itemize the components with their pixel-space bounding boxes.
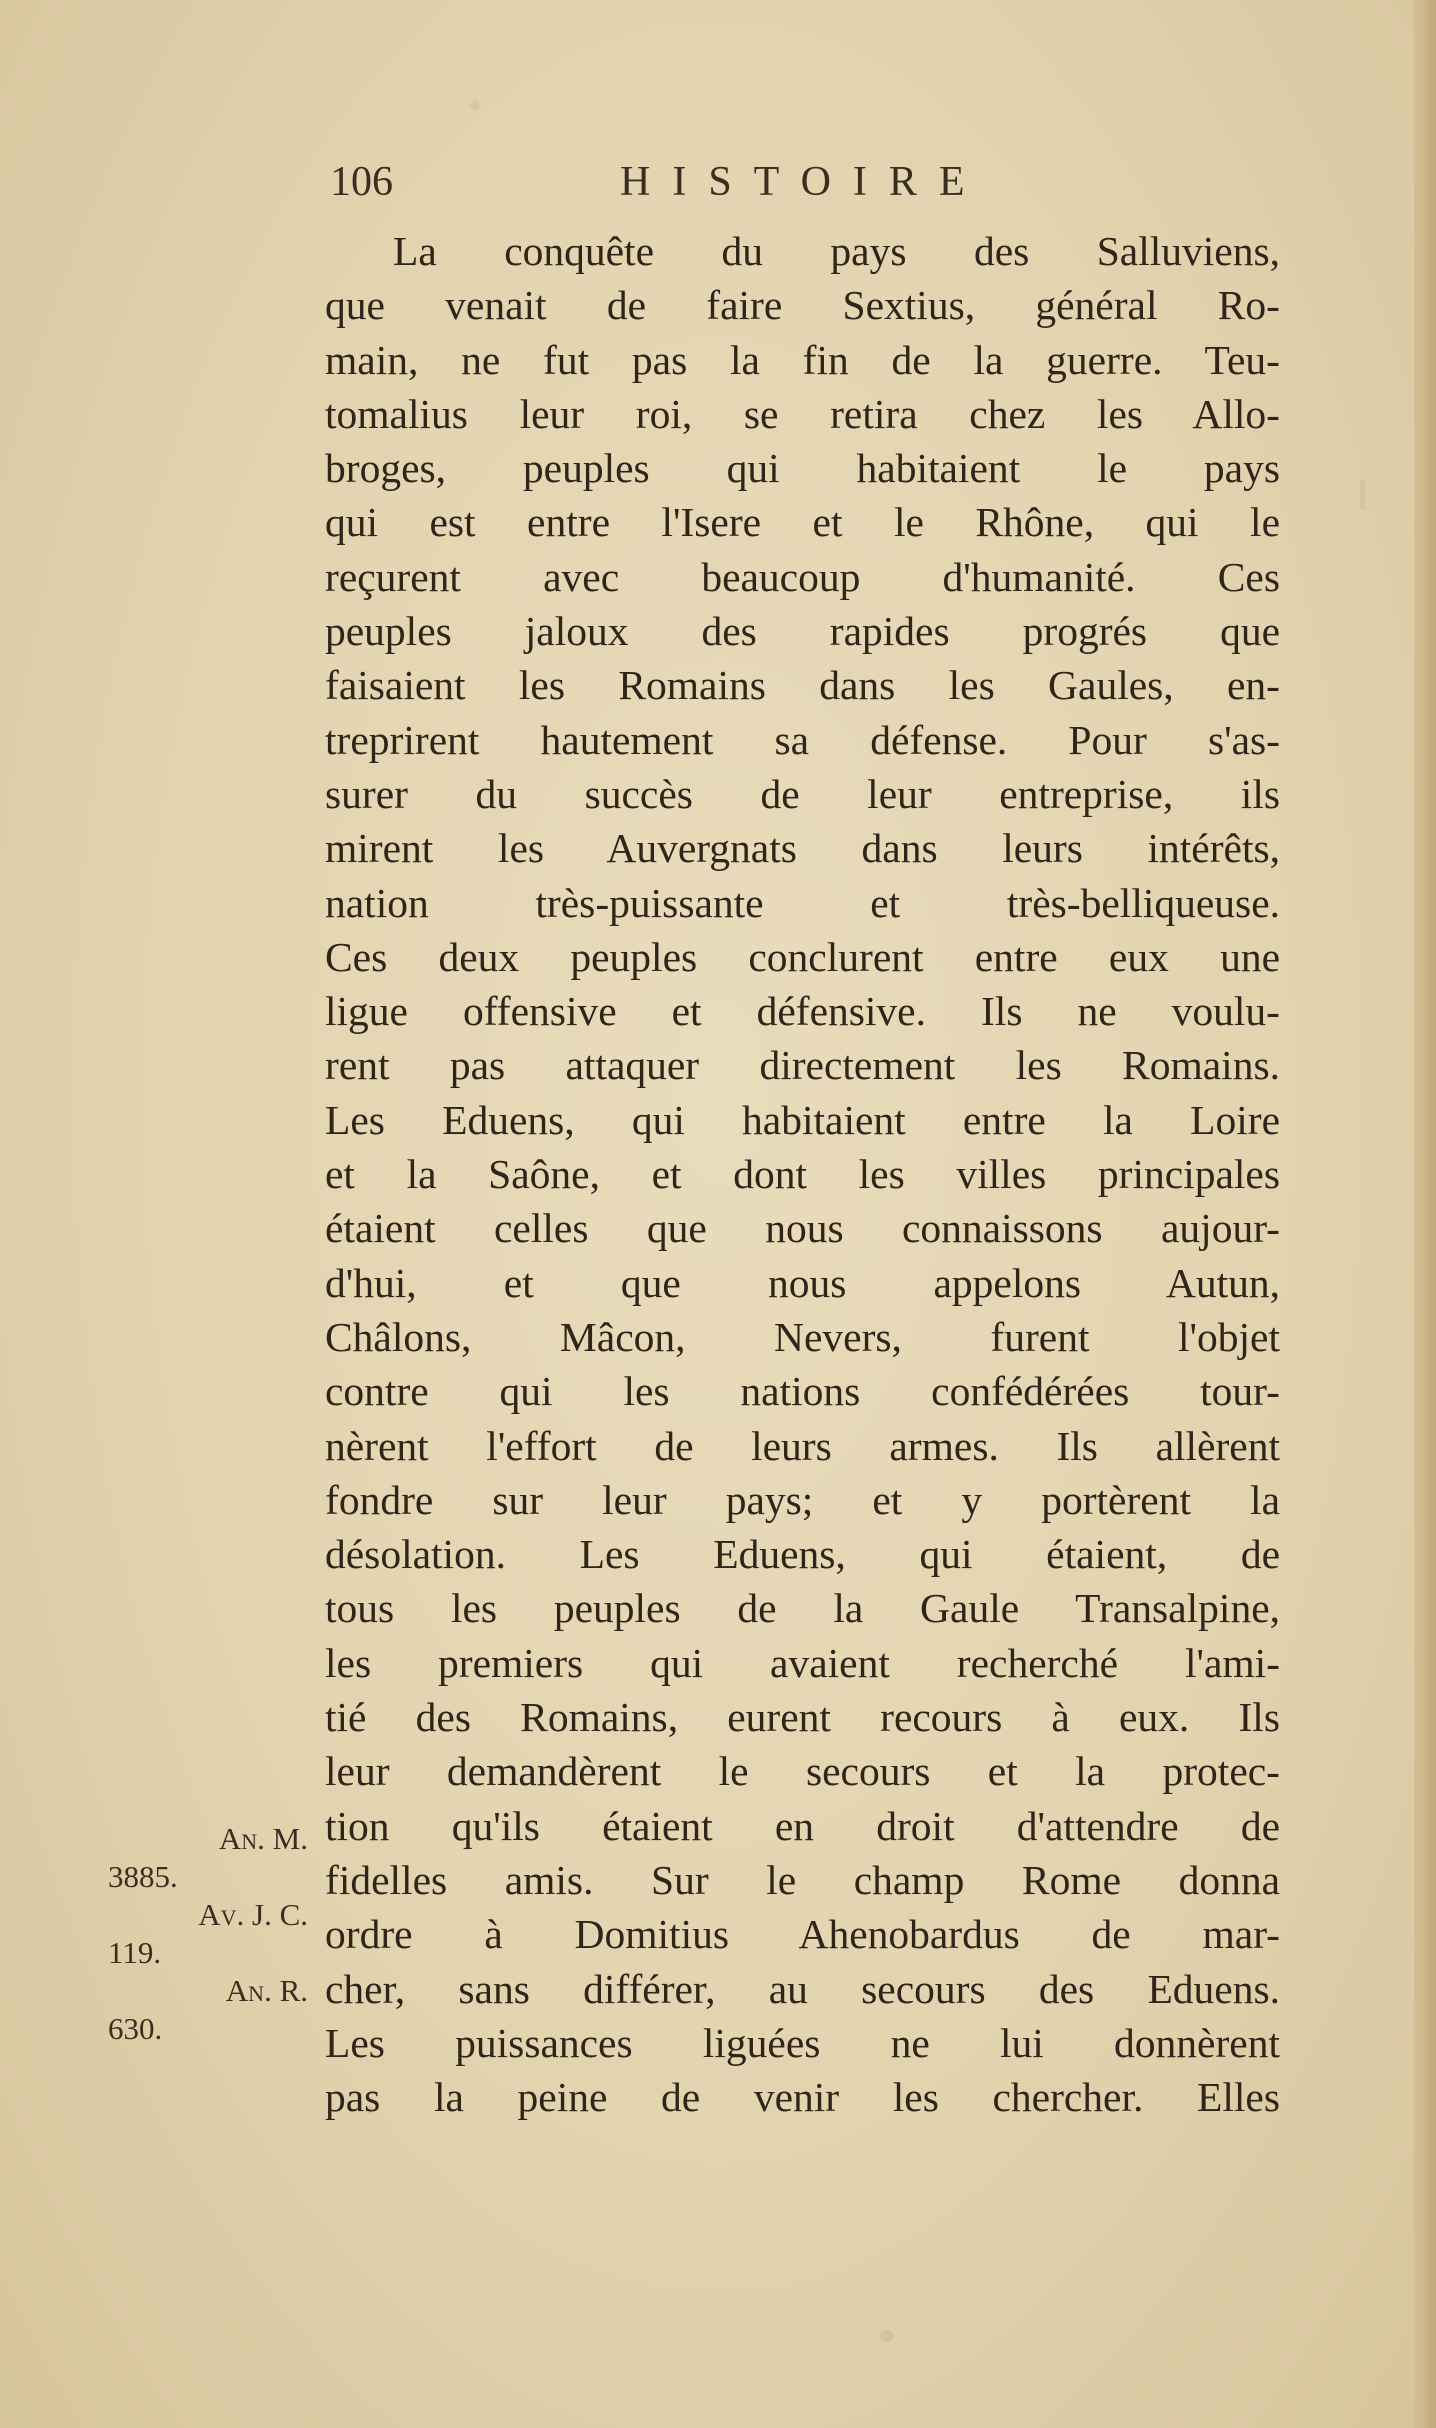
margin-note-anno-romae-year: 630. [108, 2011, 163, 2046]
paper-stain [1360, 480, 1366, 510]
text-line: et la Saône, et dont les villes principales [325, 1151, 1280, 1198]
text-line: mirent les Auvergnats dans leurs intérêts, [325, 825, 1280, 872]
text-line: reçurent avec beaucoup d'humanité. Ces [325, 553, 1280, 600]
margin-note-anno-mundi-year: 3885. [108, 1859, 178, 1894]
text-line: nation très-puissante et très-belliqueuse. [325, 879, 1280, 926]
text-line: broges, peuples qui habitaient le pays [325, 445, 1280, 492]
margin-note-anno-romae-label: An. R. [225, 1973, 308, 2008]
text-line: leur demandèrent le secours et la protec- [325, 1748, 1280, 1795]
text-line: contre qui les nations confédérées tour- [325, 1368, 1280, 1415]
text-line: tié des Romains, eurent recours à eux. Ils [325, 1694, 1280, 1741]
paper-stain [880, 2330, 894, 2342]
text-line: Châlons, Mâcon, Nevers, furent l'objet [325, 1313, 1280, 1360]
text-line: tomalius leur roi, se retira chez les Allo- [325, 390, 1280, 437]
text-line: les premiers qui avaient recherché l'ami- [325, 1639, 1280, 1686]
text-line: désolation. Les Eduens, qui étaient, de [325, 1531, 1280, 1578]
page-header [330, 158, 1310, 218]
text-line: Ces deux peuples conclurent entre eux une [325, 933, 1280, 980]
text-line: fondre sur leur pays; et y portèrent la [325, 1476, 1280, 1523]
text-line: d'hui, et que nous appelons Autun, [325, 1259, 1280, 1306]
margin-note-bc-year: 119. [108, 1935, 162, 1970]
text-line: rent pas attaquer directement les Romains. [325, 1042, 1280, 1089]
text-line: tion qu'ils étaient en droit d'attendre de [325, 1802, 1280, 1849]
margin-date-notes [108, 1820, 308, 2048]
paper-stain [470, 100, 480, 110]
margin-note-anno-mundi-label: An. M. [218, 1821, 308, 1856]
text-line: nèrent l'effort de leurs armes. Ils allèrent [325, 1422, 1280, 1469]
text-line: tous les peuples de la Gaule Transalpine, [325, 1585, 1280, 1632]
page-edge-shadow [1414, 0, 1436, 2428]
text-line: Les Eduens, qui habitaient entre la Loire [325, 1096, 1280, 1143]
text-line: qui est entre l'Isere et le Rhône, qui le [325, 499, 1280, 546]
margin-note-bc-label: Av. J. C. [198, 1897, 308, 1932]
text-line: étaient celles que nous connaissons aujour- [325, 1205, 1280, 1252]
text-line: Les puissances liguées ne lui donnèrent [325, 2019, 1280, 2066]
text-line: ligue offensive et défensive. Ils ne voulu- [325, 988, 1280, 1035]
page-number: 106 [330, 159, 393, 205]
text-line: pas la peine de venir les chercher. Elles [325, 2074, 1280, 2121]
text-line: surer du succès de leur entreprise, ils [325, 770, 1280, 817]
text-line: faisaient les Romains dans les Gaules, en- [325, 662, 1280, 709]
text-line: ordre à Domitius Ahenobardus de mar- [325, 1911, 1280, 1958]
text-line: La conquête du pays des Salluviens, [393, 228, 1280, 274]
text-line: main, ne fut pas la fin de la guerre. Teu- [325, 336, 1280, 383]
text-line: peuples jaloux des rapides progrés que [325, 608, 1280, 655]
running-title: HISTOIRE [620, 159, 987, 205]
body-text [325, 224, 1280, 2124]
text-line: fidelles amis. Sur le champ Rome donna [325, 1856, 1280, 1903]
text-line: cher, sans différer, au secours des Eduens. [325, 1965, 1280, 2012]
text-line: treprirent hautement sa défense. Pour s'as- [325, 716, 1280, 763]
text-line: que venait de faire Sextius, général Ro- [325, 282, 1280, 329]
